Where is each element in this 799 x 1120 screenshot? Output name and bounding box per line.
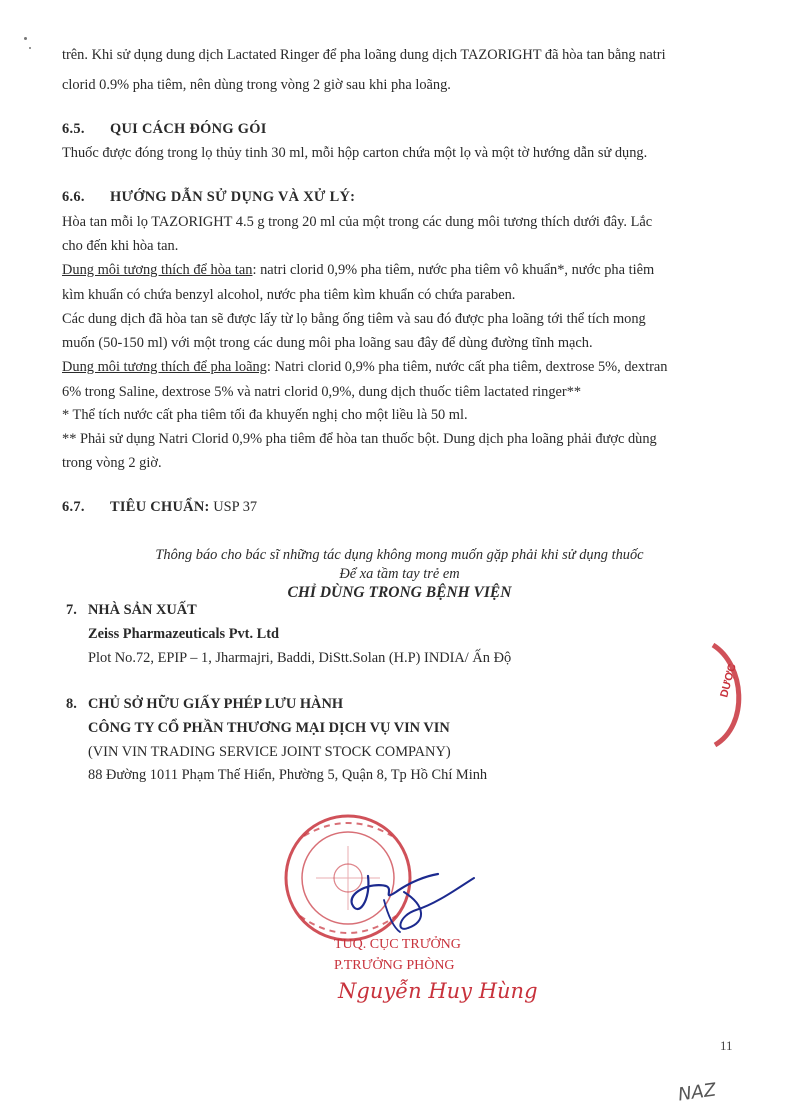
section-heading-8 <box>66 697 343 711</box>
section-number: 8. <box>66 696 77 712</box>
side-seal-text: DƯỢC <box>718 662 739 699</box>
stamp-title-1: TUQ. CỤC TRƯỞNG <box>334 937 461 952</box>
side-seal-stamp <box>705 640 750 750</box>
section-title: TIÊU CHUẨN: <box>110 499 210 515</box>
text-line: Thuốc được đóng trong lọ thủy tinh 30 ml, mỗi hộp carton chứa một lọ và một tờ hướng dẫn sử dụng. <box>62 145 648 161</box>
section-title: QUI CÁCH ĐÓNG GÓI <box>110 121 267 137</box>
handwritten-initials: NAZ <box>676 1079 718 1106</box>
scan-speck <box>29 47 31 49</box>
section-title: CHỦ SỞ HỮU GIẤY PHÉP LƯU HÀNH <box>88 696 344 712</box>
text-line: Các dung dịch đã hòa tan sẽ được lấy từ lọ bằng ống tiêm và sau đó được pha loãng tới thể tích mong <box>62 311 646 327</box>
footnote: * Thể tích nước cất pha tiêm tối đa khuyến nghị cho một liều là 50 ml. <box>62 407 468 423</box>
underlined-label: Dung môi tương thích để pha loãng <box>62 359 267 375</box>
text-line: Hòa tan mỗi lọ TAZORIGHT 4.5 g trong 20 ml của một trong các dung môi tương thích dưới đây. Lắc <box>62 214 653 230</box>
scan-speck <box>24 37 27 40</box>
signer-name: Nguyễn Huy Hùng <box>338 979 538 1003</box>
section-number: 6.5. <box>62 121 85 137</box>
page-number: 11 <box>720 1038 733 1053</box>
license-holder-address: 88 Đường 1011 Phạm Thế Hiển, Phường 5, Quận 8, Tp Hồ Chí Minh <box>88 767 488 783</box>
text-line: trên. Khi sử dụng dung dịch Lactated Ringer để pha loãng dung dịch TAZORIGHT đã hòa tan bằng natri <box>62 47 666 63</box>
section-heading-6-6 <box>62 190 355 204</box>
section-number: 6.7. <box>62 499 85 515</box>
text-span: : Natri clorid 0,9% pha tiêm, nước cất pha tiêm, dextrose 5%, dextran <box>266 359 668 375</box>
footnote: trong vòng 2 giờ. <box>62 455 162 471</box>
section-heading-6-7 <box>62 500 257 514</box>
text-line: cho đến khi hòa tan. <box>62 238 179 254</box>
doctor-notice: Thông báo cho bác sĩ những tác dụng không mong muốn gặp phải khi sử dụng thuốc <box>155 547 644 563</box>
section-heading-6-5 <box>62 122 267 136</box>
standard-value: USP 37 <box>213 499 258 515</box>
section-title: HƯỚNG DẪN SỬ DỤNG VÀ XỬ LÝ: <box>110 189 356 205</box>
hospital-only-notice: CHỈ DÙNG TRONG BỆNH VIỆN <box>287 584 512 601</box>
manufacturer-name: Zeiss Pharmazeuticals Pvt. Ltd <box>88 626 280 642</box>
license-holder-name: CÔNG TY CỔ PHẦN THƯƠNG MẠI DỊCH VỤ VIN VIN <box>88 720 450 736</box>
text-line <box>62 263 654 277</box>
children-warning: Để xa tầm tay trẻ em <box>339 566 460 582</box>
text-line: kìm khuẩn có chứa benzyl alcohol, nước pha tiêm kìm khuẩn có chứa paraben. <box>62 287 516 303</box>
section-title: NHÀ SẢN XUẤT <box>88 602 197 618</box>
manufacturer-address: Plot No.72, EPIP – 1, Jharmajri, Baddi, DiStt.Solan (H.P) INDIA/ Ấn Độ <box>88 650 512 666</box>
section-number: 7. <box>66 602 77 618</box>
stamp-title-2: P.TRƯỞNG PHÒNG <box>334 958 455 973</box>
text-line: muốn (50-150 ml) với một trong các dung môi pha loãng sau đây để dùng đường tĩnh mạch. <box>62 335 593 351</box>
text-span: : natri clorid 0,9% pha tiêm, nước pha tiêm vô khuẩn*, nước pha tiêm <box>252 262 655 278</box>
license-holder-name-en: (VIN VIN TRADING SERVICE JOINT STOCK COMPANY) <box>88 744 451 760</box>
footnote: ** Phải sử dụng Natri Clorid 0,9% pha tiêm để hòa tan thuốc bột. Dung dịch pha loãng phải được dùng <box>62 431 657 447</box>
underlined-label: Dung môi tương thích để hòa tan <box>62 262 253 278</box>
text-line: 6% trong Saline, dextrose 5% và natri clorid 0,9%, dung dịch thuốc tiêm lactated ringer** <box>62 384 582 400</box>
text-line: clorid 0.9% pha tiêm, nên dùng trong vòng 2 giờ sau khi pha loãng. <box>62 77 451 93</box>
section-number: 6.6. <box>62 189 85 205</box>
section-heading-7 <box>66 603 197 617</box>
text-line <box>62 360 668 374</box>
